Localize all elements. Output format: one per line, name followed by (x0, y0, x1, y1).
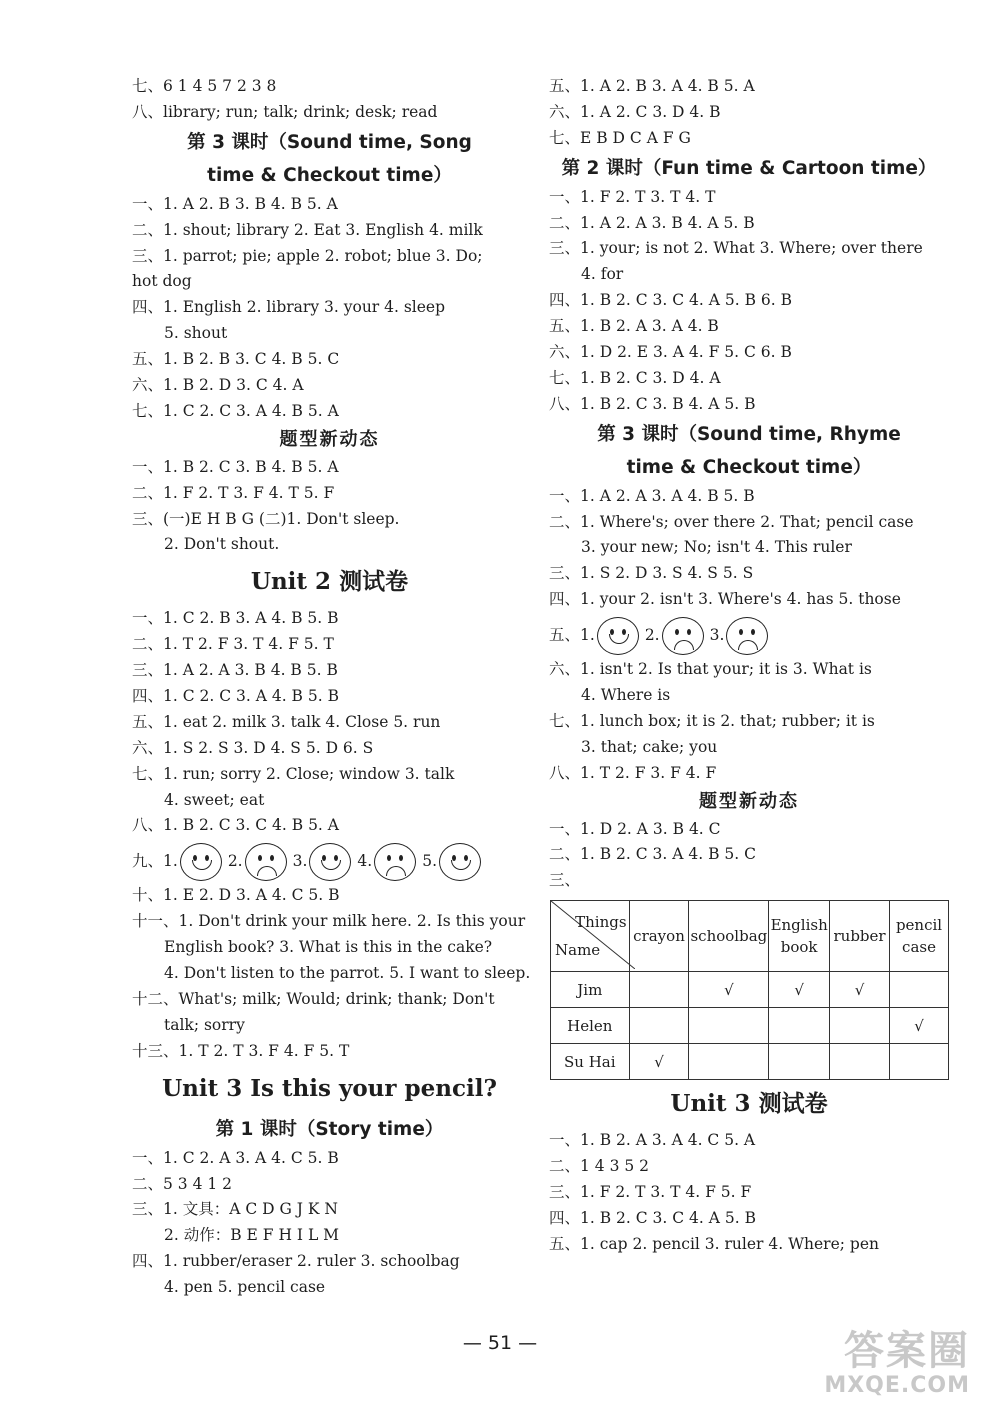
unit-test-title: Unit 3 Is this your pencil? (162, 1074, 497, 1102)
answer-line: 三、1. S 2. D 3. S 4. S 5. S (549, 564, 754, 583)
answer-line: 二、1 4 3 5 2 (549, 1157, 650, 1176)
answer-line: 十一、1. Don't drink your milk here. 2. Is this your (132, 912, 526, 931)
answer-line: 四、1. B 2. C 3. C 4. A 5. B 6. B (549, 291, 793, 310)
table-row (551, 972, 949, 1008)
item-number: 2. (644, 626, 660, 645)
answer-line: 4. sweet; eat (164, 790, 265, 809)
answer-line: 一、1. D 2. A 3. B 4. C (549, 819, 721, 838)
unit-test-title: Unit 3 测试卷 (670, 1090, 828, 1118)
answer-line: 五、1. eat 2. milk 3. talk 4. Close 5. run (132, 712, 441, 731)
table-header-cell: rubber (830, 901, 890, 972)
answer-line: 七、1. lunch box; it is 2. that; rubber; it is (549, 711, 875, 730)
answer-line: 七、6 1 4 5 7 2 3 8 (132, 77, 277, 95)
check-cell (830, 1044, 890, 1080)
answer-line: 2. 动作：B E F H I L M (164, 1226, 340, 1245)
check-cell (830, 1008, 890, 1044)
check-cell: √ (769, 972, 830, 1008)
answer-line: 三、 (549, 871, 581, 890)
answer-line: 二、1. B 2. C 3. A 4. B 5. C (549, 845, 756, 864)
section-subheading: 题型新动态 (699, 790, 799, 812)
answer-line: 一、1. B 2. A 3. A 4. C 5. A (549, 1131, 756, 1150)
answer-column-left (132, 74, 531, 1301)
answer-line: 二、1. shout; library 2. Eat 3. English 4. milk (132, 220, 483, 239)
answer-line: 一、1. C 2. B 3. A 4. B 5. B (132, 609, 339, 628)
answer-line: 二、1. T 2. F 3. T 4. F 5. T (132, 635, 334, 654)
answer-line: 十三、1. T 2. T 3. F 4. F 5. T (132, 1041, 350, 1060)
lesson-heading: 第 2 课时（Fun time & Cartoon time） (561, 157, 937, 179)
sad-face-icon (245, 843, 287, 881)
answer-line: 六、1. S 2. S 3. D 4. S 5. D 6. S (132, 738, 374, 757)
answer-line: 5. shout (164, 324, 228, 343)
check-cell: √ (629, 1044, 689, 1080)
check-cell (689, 1044, 769, 1080)
answer-line: 六、1. D 2. E 3. A 4. F 5. C 6. B (549, 343, 792, 362)
table-header-cell: schoolbag (689, 901, 769, 972)
answer-line: 四、1. B 2. C 3. C 4. A 5. B (549, 1208, 756, 1227)
row-name-cell: Helen (551, 1008, 630, 1044)
answer-line: 二、5 3 4 1 2 (132, 1174, 233, 1193)
answer-line: 二、1. Where's; over there 2. That; pencil case (549, 512, 914, 531)
table-row (551, 1044, 949, 1080)
lesson-heading: time & Checkout time） (207, 164, 452, 186)
unit-test-title: Unit 2 测试卷 (250, 568, 409, 596)
check-cell: √ (830, 972, 890, 1008)
answer-line: 十二、What's; milk; Would; drink; thank; Don't (132, 989, 495, 1008)
smiley-face-icon (597, 617, 639, 655)
answer-line: 五、1. B 2. A 3. A 4. B (549, 317, 719, 336)
answer-line: English book? 3. What is this in the cake? (164, 938, 493, 957)
answer-line: 三、1. 文具：A C D G J K N (132, 1200, 338, 1219)
lesson-heading: 第 3 课时（Sound time, Rhyme (597, 423, 901, 445)
check-cell: √ (890, 1008, 949, 1044)
smiley-face-icon (180, 843, 222, 881)
check-cell (769, 1008, 830, 1044)
answer-line: 十、1. E 2. D 3. A 4. C 5. B (132, 886, 340, 905)
answer-line: 4. pen 5. pencil case (164, 1278, 326, 1297)
section-subheading: 题型新动态 (279, 428, 380, 450)
check-cell (890, 1044, 949, 1080)
answer-line: 4. Don't listen to the parrot. 5. I want to sleep. (164, 964, 531, 983)
check-cell: √ (689, 972, 769, 1008)
lesson-heading: time & Checkout time） (626, 456, 872, 478)
sad-face-icon (726, 617, 768, 655)
answer-line: 八、1. T 2. F 3. F 4. F (549, 763, 717, 782)
answer-line: 五、1. B 2. B 3. C 4. B 5. C (132, 350, 340, 369)
item-number: 1. (163, 852, 178, 871)
answer-line: 2. Don't shout. (164, 535, 280, 554)
item-number: 3. (709, 626, 725, 645)
table-header-cell: crayon (629, 901, 689, 972)
check-cell (769, 1044, 830, 1080)
check-cell (629, 972, 689, 1008)
row-name-cell: Jim (551, 972, 630, 1008)
check-cell (890, 972, 949, 1008)
answer-line: 一、1. B 2. C 3. B 4. B 5. A (132, 457, 339, 476)
answer-line: 三、(一)E H B G (二)1. Don't sleep. (132, 509, 400, 528)
page-number: — 51 — (462, 1332, 538, 1354)
answer-line: 六、1. B 2. D 3. C 4. A (132, 376, 304, 395)
item-number: 5. (422, 852, 437, 871)
smiley-face-icon (309, 843, 351, 881)
answer-line: 三、1. A 2. A 3. B 4. B 5. B (132, 661, 338, 680)
sad-face-icon (374, 843, 416, 881)
table-header-cell: English book (769, 901, 830, 972)
answer-line: 一、1. F 2. T 3. T 4. T (549, 187, 716, 206)
answer-line: 一、1. A 2. A 3. A 4. B 5. B (549, 486, 755, 505)
row-name-cell: Su Hai (551, 1044, 630, 1080)
answer-line: 七、1. B 2. C 3. D 4. A (549, 368, 721, 387)
things-table (550, 900, 949, 1080)
answer-line: 二、1. A 2. A 3. B 4. A 5. B (549, 213, 755, 232)
answer-line: 四、1. English 2. library 3. your 4. sleep (132, 298, 446, 317)
item-number: 3. (292, 852, 308, 871)
corner-label-things: Things (575, 913, 627, 932)
answer-line: 四、1. your 2. isn't 3. Where's 4. has 5. those (549, 590, 901, 609)
answer-line: 七、1. run; sorry 2. Close; window 3. talk (132, 764, 455, 783)
answer-line: 八、1. B 2. C 3. B 4. A 5. B (549, 394, 756, 413)
table-row (551, 1008, 949, 1044)
question-number: 五、 (549, 626, 581, 645)
answer-line: 3. your new; No; isn't 4. This ruler (581, 538, 852, 557)
table-corner-cell (551, 901, 630, 972)
check-cell (689, 1008, 769, 1044)
watermark-url: MXQE.COM (824, 1373, 970, 1398)
face-answer-line (549, 613, 949, 657)
question-number: 九、 (132, 852, 164, 871)
check-cell (629, 1008, 689, 1044)
corner-label-name: Name (555, 941, 601, 960)
answer-line: talk; sorry (164, 1015, 245, 1034)
answer-line: 四、1. rubber/eraser 2. ruler 3. schoolbag (132, 1252, 460, 1271)
face-answer-line (132, 839, 527, 883)
answer-line: 六、1. A 2. C 3. D 4. B (549, 102, 721, 121)
answer-line: 四、1. C 2. C 3. A 4. B 5. B (132, 687, 339, 706)
item-number: 4. (357, 852, 373, 871)
answer-line: 六、1. isn't 2. Is that your; it is 3. What is (549, 660, 872, 679)
answer-line: 三、1. parrot; pie; apple 2. robot; blue 3. Do; (132, 246, 483, 265)
lesson-heading: 第 3 课时（Sound time, Song (187, 131, 472, 153)
item-number: 2. (227, 852, 243, 871)
smiley-face-icon (439, 843, 481, 881)
answer-line: 4. Where is (581, 686, 671, 705)
item-number: 1. (580, 626, 595, 645)
answer-line: hot dog (132, 272, 192, 291)
lesson-heading: 第 1 课时（Story time） (215, 1118, 444, 1140)
answer-line: 七、1. C 2. C 3. A 4. B 5. A (132, 401, 339, 420)
watermark-text: 答案圈 (844, 1328, 970, 1374)
answer-line: 三、1. your; is not 2. What 3. Where; over there (549, 239, 923, 258)
answer-line: 3. that; cake; you (581, 737, 718, 756)
sad-face-icon (662, 617, 704, 655)
answer-line: 五、1. A 2. B 3. A 4. B 5. A (549, 77, 755, 95)
table-header-cell: pencil case (890, 901, 949, 972)
answer-line: 4. for (581, 265, 624, 284)
answer-line: 三、1. F 2. T 3. T 4. F 5. F (549, 1183, 752, 1202)
answer-column-right (549, 74, 949, 1258)
answer-line: 五、1. cap 2. pencil 3. ruler 4. Where; pen (549, 1234, 879, 1253)
answer-line: 七、E B D C A F G (549, 128, 691, 147)
answer-line: 一、1. A 2. B 3. B 4. B 5. A (132, 194, 338, 213)
answer-line: 八、1. B 2. C 3. C 4. B 5. A (132, 816, 339, 835)
watermark-logo (824, 1329, 970, 1398)
answer-line: 一、1. C 2. A 3. A 4. C 5. B (132, 1148, 339, 1167)
answer-line: 八、library; run; talk; drink; desk; read (132, 102, 438, 121)
answer-line: 二、1. F 2. T 3. F 4. T 5. F (132, 483, 335, 502)
